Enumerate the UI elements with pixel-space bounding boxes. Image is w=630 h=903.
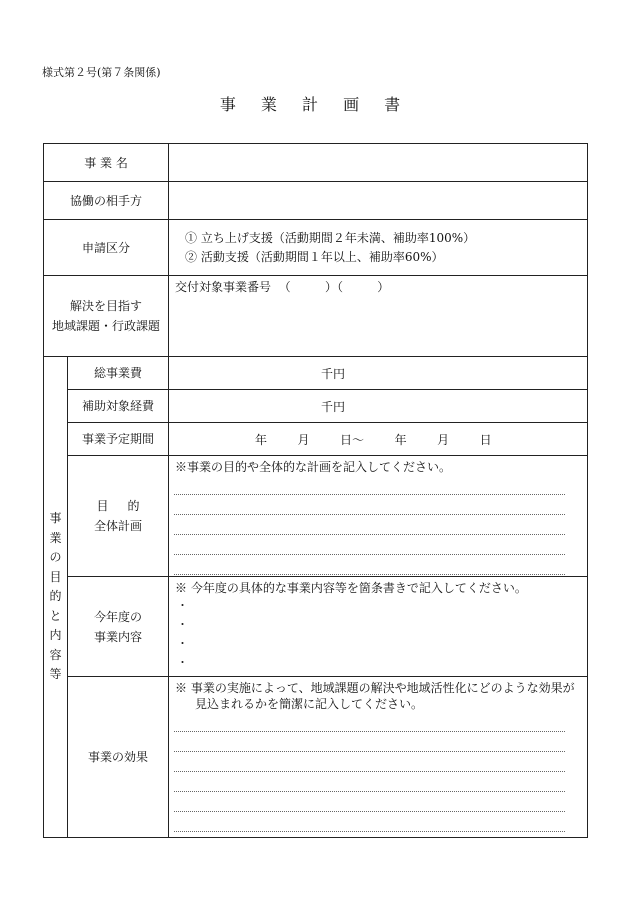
purpose-field[interactable]: [169, 456, 588, 577]
document-title: 事 業 計 画 書: [219, 95, 411, 114]
subsidy-unit: 千円: [321, 399, 346, 414]
content-field[interactable]: [169, 577, 588, 677]
effect-label: 事業の効果: [68, 677, 169, 838]
issue-label: [44, 276, 169, 357]
writing-line: [174, 535, 565, 555]
effect-note: ※ 事業の実施によって、地域課題の解決や地域活性化にどのような効果が見込まれるかを簡潔に記入してください。: [175, 681, 575, 711]
content-label-line2: 事業内容: [94, 629, 143, 644]
side-char: の: [49, 550, 62, 565]
writing-line: [174, 772, 565, 792]
purpose-label-line2: 全体計画: [94, 519, 143, 533]
writing-line: [174, 495, 565, 515]
partner-label: 協働の相手方: [44, 182, 169, 220]
row-issue: [44, 276, 588, 357]
issue-number-text: 交付対象事業番号 （ ）（ ）: [175, 280, 390, 294]
category-label: 申請区分: [44, 220, 169, 276]
side-char: 的: [49, 589, 62, 604]
subsidy-label: 補助対象経費: [68, 390, 169, 423]
purpose-side-label: [44, 357, 68, 838]
bullet-item: ・: [177, 656, 189, 669]
purpose-label-line1: 目 的: [96, 499, 140, 513]
row-project-name: [44, 144, 588, 182]
side-char: 等: [49, 667, 62, 682]
row-purpose: [44, 456, 588, 577]
writing-line: [174, 812, 565, 832]
side-char: 業: [49, 530, 62, 545]
category-field[interactable]: [169, 220, 588, 276]
category-option-1[interactable]: ① 立ち上げ支援（活動期間２年未満、補助率100%）: [185, 230, 476, 245]
purpose-label: [68, 456, 169, 577]
row-content: [44, 577, 588, 677]
form-number: 様式第２号(第７条関係): [42, 66, 161, 79]
business-plan-table: [43, 143, 588, 838]
period-label: 事業予定期間: [68, 423, 169, 456]
total-cost-unit: 千円: [321, 366, 346, 381]
side-char: 容: [49, 647, 62, 662]
writing-line: [174, 792, 565, 812]
project-name-label: 事 業 名: [44, 144, 169, 182]
side-char: 目: [49, 569, 62, 584]
project-name-field[interactable]: [169, 144, 588, 182]
row-subsidy: [44, 390, 588, 423]
issue-label-line1: 解決を目指す: [70, 299, 143, 313]
writing-line: [174, 475, 565, 495]
row-period: [44, 423, 588, 456]
writing-line: [174, 732, 565, 752]
writing-line: [174, 712, 565, 732]
subsidy-field[interactable]: [169, 390, 588, 423]
bullet-item: ・: [177, 599, 189, 612]
side-char: と: [49, 608, 62, 623]
writing-line: [174, 752, 565, 772]
row-total-cost: [44, 357, 588, 390]
row-category: [44, 220, 588, 276]
side-char: 事: [49, 511, 62, 526]
content-label-line1: 今年度の: [94, 609, 143, 624]
category-option-2[interactable]: ② 活動支援（活動期間１年以上、補助率60%）: [185, 249, 444, 264]
row-partner: [44, 182, 588, 220]
partner-field[interactable]: [169, 182, 588, 220]
writing-line: [174, 555, 565, 575]
bullet-item: ・: [177, 637, 189, 650]
total-cost-field[interactable]: [169, 357, 588, 390]
period-text: 年 月 日～ 年 月 日: [255, 432, 492, 447]
issue-label-line2: 地域課題・行政課題: [52, 319, 161, 333]
writing-line: [174, 515, 565, 535]
bullet-item: ・: [177, 618, 189, 631]
content-label: [68, 577, 169, 677]
issue-field[interactable]: [169, 276, 588, 357]
total-cost-label: 総事業費: [68, 357, 169, 390]
effect-field[interactable]: [169, 677, 588, 838]
side-char: 内: [49, 628, 62, 643]
purpose-note: ※事業の目的や全体的な計画を記入してください。: [175, 460, 452, 474]
row-effect: [44, 677, 588, 838]
period-field[interactable]: [169, 423, 588, 456]
content-note: ※ 今年度の具体的な事業内容等を箇条書きで記入してください。: [175, 581, 527, 595]
